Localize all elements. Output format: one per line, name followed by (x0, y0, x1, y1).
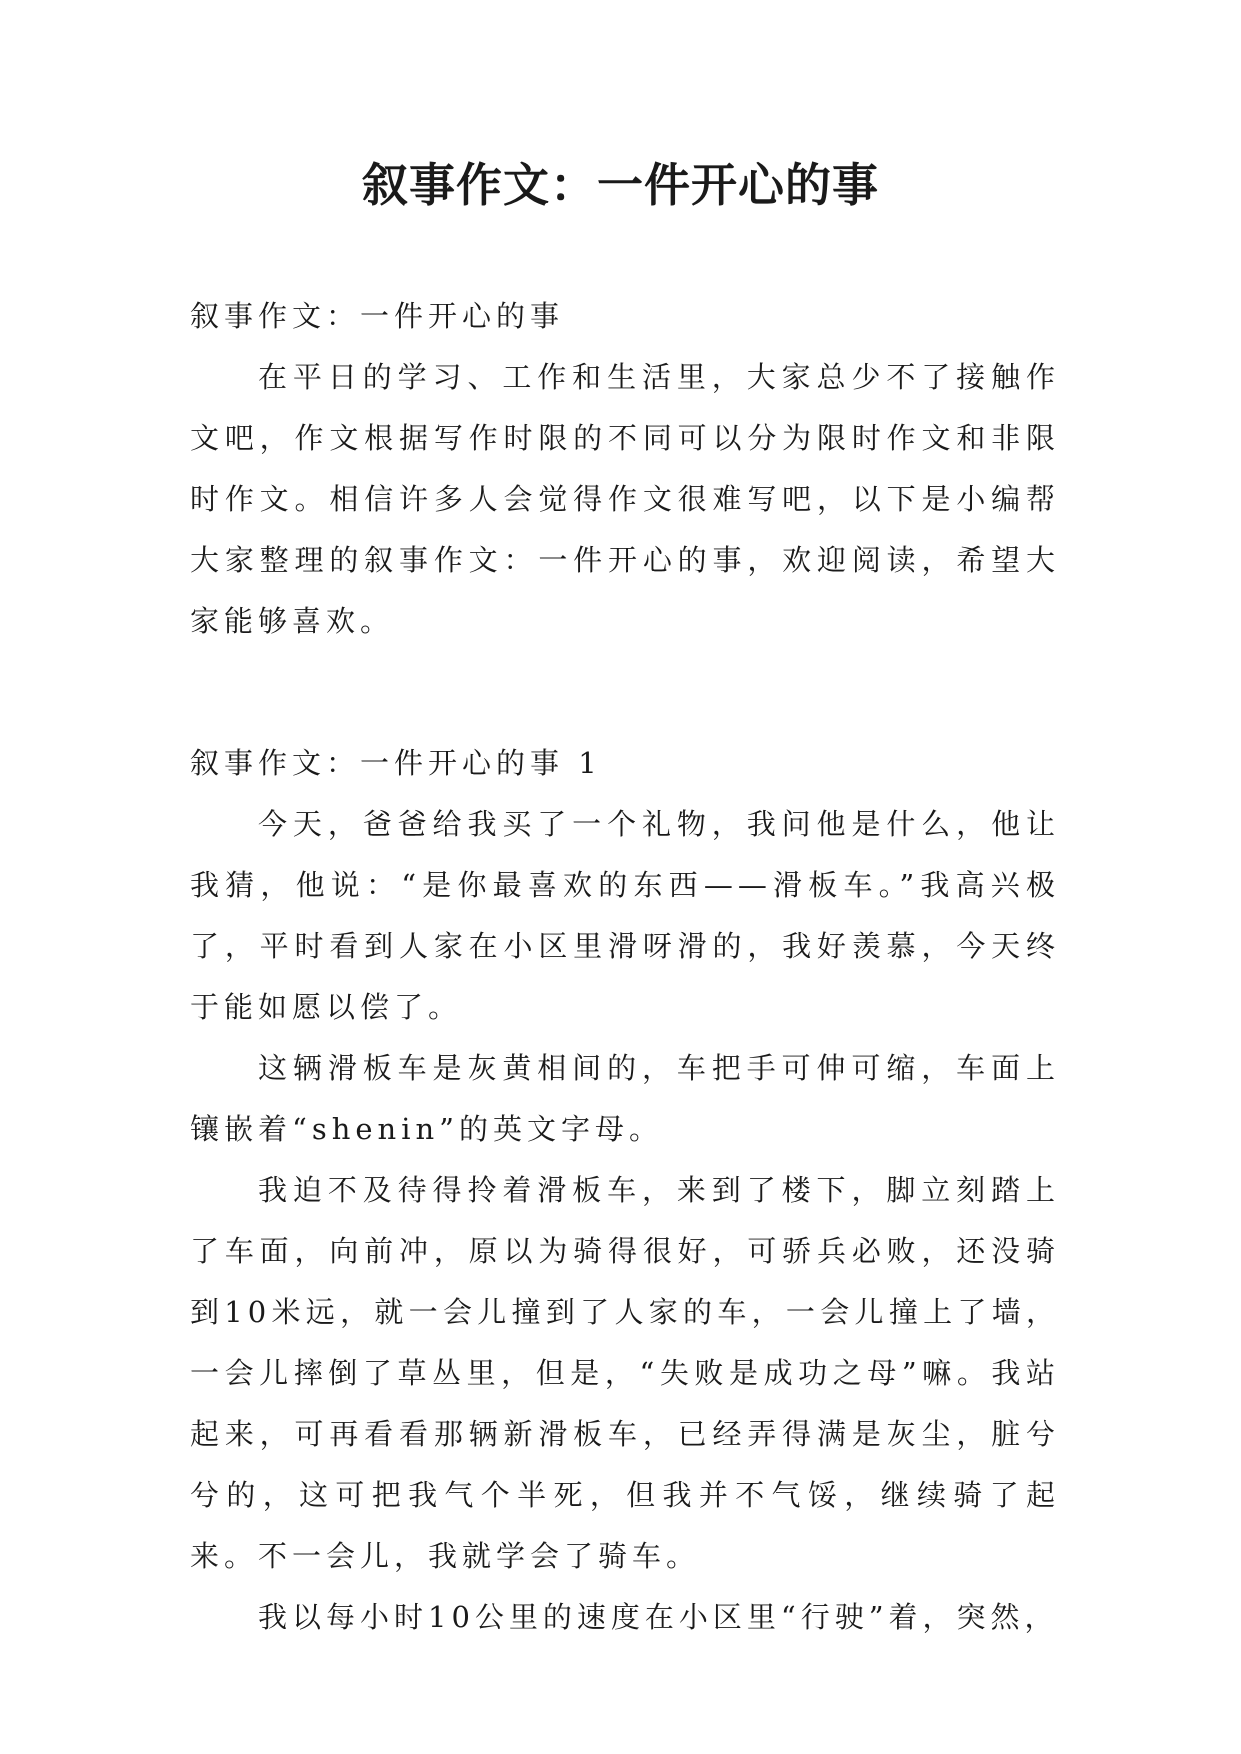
section-gap (190, 652, 1060, 733)
intro-paragraph: 在平日的学习、工作和生活里，大家总少不了接触作文吧，作文根据写作时限的不同可以分为限时作文和非限时作文。相信许多人会觉得作文很难写吧，以下是小编帮大家整理的叙事作文：一件开心的事，欢迎阅读，希望大家能够喜欢。 (190, 360, 1060, 638)
story-paragraph-1: 今天，爸爸给我买了一个礼物，我问他是什么，他让我猜，他说：“是你最喜欢的东西——滑板车。”我高兴极了，平时看到人家在小区里滑呀滑的，我好羡慕，今天终于能如愿以偿了。 (190, 807, 1060, 1024)
document-title: 叙事作文：一件开心的事 (362, 158, 879, 212)
document-body (190, 286, 1060, 1648)
story-paragraph-2: 这辆滑板车是灰黄相间的，车把手可伸可缩，车面上镶嵌着“shenin”的英文字母。 (190, 1051, 1060, 1146)
story-paragraph-3: 我迫不及待得拎着滑板车，来到了楼下，脚立刻踏上了车面，向前冲，原以为骑得很好，可骄兵必败，还没骑到10米远，就一会儿撞到了人家的车，一会儿撞上了墙，一会儿摔倒了草丛里，但是，“失败是成功之母”嘛。我站起来，可再看看那辆新滑板车，已经弄得满是灰尘，脏兮兮的，这可把我气个半死，但我并不气馁，继续骑了起来。不一会儿，我就学会了骑车。 (190, 1173, 1060, 1573)
section-heading: 叙事作文：一件开心的事 1 (190, 746, 602, 780)
story-paragraph-4: 我以每小时10公里的速度在小区里“行驶”着，突然， (258, 1600, 1059, 1634)
subtitle: 叙事作文：一件开心的事 (190, 299, 565, 333)
